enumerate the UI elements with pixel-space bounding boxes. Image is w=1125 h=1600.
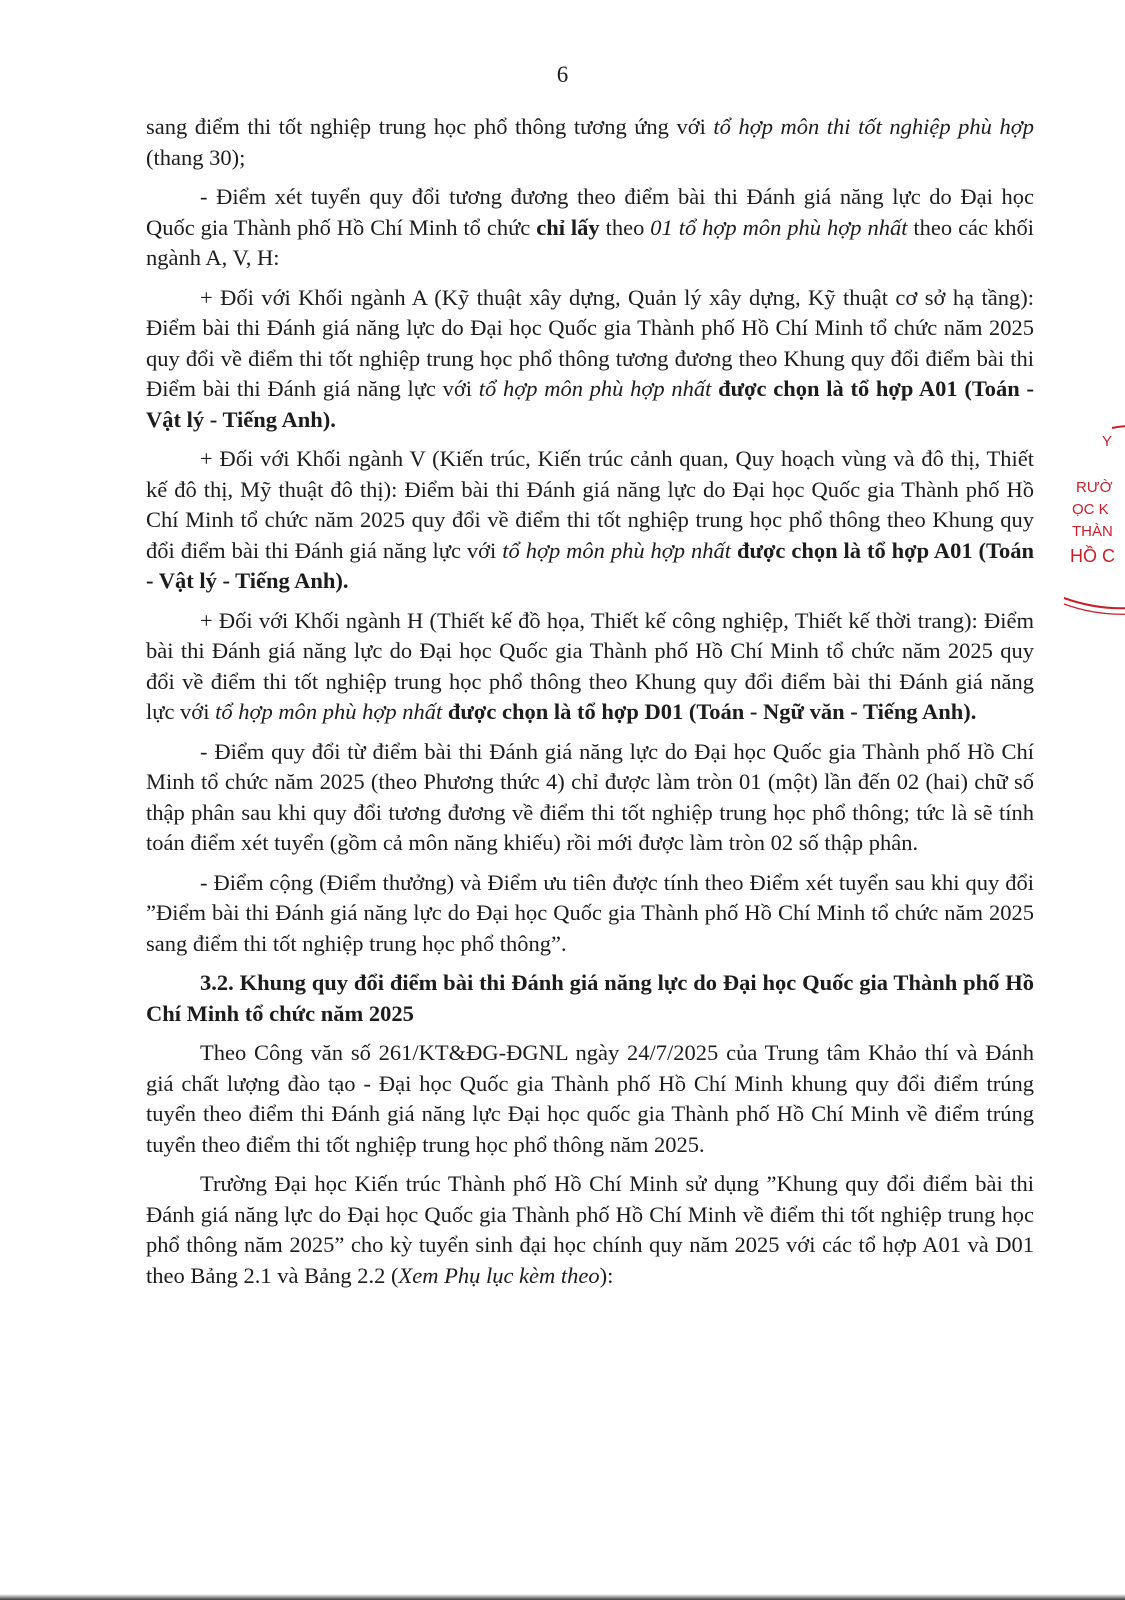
- seal-text-line: HỒ C: [1070, 546, 1115, 566]
- text-run: + Đối với Khối ngành V (Kiến trúc, Kiến trúc cảnh quan, Quy hoạch vùng và đô thị, Thiết kế đô thị, Mỹ thuật đô thị): Điểm bài thi Đánh giá năng lực do Đại học Quốc gia Thành phố Hồ Chí Minh tổ chức năm 2025 quy đổi về điểm thi tốt nghiệp trung học phổ thông theo Khung quy đổi điểm bài thi Đánh giá năng lực với: [146, 446, 1034, 563]
- scan-bottom-edge: [0, 1594, 1125, 1600]
- text-run: theo các khối ngành A, V, H:: [146, 214, 1034, 270]
- paragraph-group-v: [146, 444, 1034, 597]
- text-run: + Đối với Khối ngành A (Kỹ thuật xây dựng, Quản lý xây dựng, Kỹ thuật cơ sở hạ tầng): Điểm bài thi Đánh giá năng lực do Đại học Quốc gia Thành phố Hồ Chí Minh tổ chức năm 2025 quy đổi về điểm thi tốt nghiệp trung học phổ thông tương đương theo Khung quy đổi điểm bài thi Điểm bài thi Đánh giá năng lực với: [146, 284, 1034, 401]
- paragraph-official-letter: Theo Công văn số 261/KT&ĐG-ĐGNL ngày 24/7/2025 của Trung tâm Khảo thí và Đánh giá chất lượng đào tạo - Đại học Quốc gia Thành phố Hồ Chí Minh khung quy đổi điểm trúng tuyển theo điểm thi Đánh giá năng lực Đại học quốc gia Thành phố Hồ Chí Minh về điểm trúng tuyển theo điểm thi tốt nghiệp trung học phổ thông năm 2025.: [146, 1040, 1034, 1157]
- paragraph-continuation: [146, 112, 1034, 173]
- paragraph-group-a: [146, 283, 1034, 436]
- text-run: sang điểm thi tốt nghiệp trung học phổ thông tương ứng với: [146, 114, 714, 139]
- document-body: [146, 112, 1034, 1300]
- italic-run: 01 tổ hợp môn phù hợp nhất: [650, 214, 908, 240]
- bold-run: được chọn là tổ hợp A01 (Toán - Vật lý - Tiếng Anh).: [146, 376, 1034, 432]
- seal-text-line: ỌC K: [1072, 501, 1109, 518]
- paragraph-rounding-rule: - Điểm quy đổi từ điểm bài thi Đánh giá năng lực do Đại học Quốc gia Thành phố Hồ Chí Minh tổ chức năm 2025 (theo Phương thức 4) chỉ được làm tròn 01 (một) lần đến 02 (hai) chữ số thập phân sau khi quy đổi tương đương về điểm thi tốt nghiệp trung học phổ thông; tức là sẽ tính toán điểm xét tuyển (gồm cả môn năng khiếu) rồi mới được làm tròn 02 số thập phân.: [146, 738, 1034, 855]
- bold-run: được chọn là tổ hợp A01 (Toán - Vật lý - Tiếng Anh).: [146, 537, 1034, 593]
- italic-run: tổ hợp môn phù hợp nhất: [502, 537, 731, 563]
- italic-run: tổ hợp môn phù hợp nhất: [478, 376, 712, 401]
- bold-run: chỉ lấy: [536, 214, 600, 240]
- seal-graphic: [1062, 420, 1125, 620]
- page-number: 6: [556, 62, 569, 87]
- text-run: theo: [599, 214, 651, 240]
- italic-run: tổ hợp môn phù hợp nhất: [215, 699, 443, 724]
- seal-text-line: RƯỜ: [1076, 479, 1113, 496]
- bold-run: được chọn là tổ hợp D01 (Toán - Ngữ văn - Tiếng Anh).: [447, 699, 977, 724]
- red-seal-stamp: [1062, 420, 1125, 620]
- text-run: ):: [599, 1262, 614, 1288]
- paragraph-group-h: [146, 606, 1034, 728]
- text-run: + Đối với Khối ngành H (Thiết kế đồ họa, Thiết kế công nghiệp, Thiết kế thời trang): Điểm bài thi Đánh giá năng lực do Đại học Quốc gia Thành phố Hồ Chí Minh tổ chức năm 2025 quy đổi về điểm thi tốt nghiệp trung học phổ thông theo Khung quy đổi điểm bài thi Đánh giá năng lực với: [146, 607, 1034, 724]
- paragraph-bonus-points: - Điểm cộng (Điểm thưởng) và Điểm ưu tiên được tính theo Điểm xét tuyển sau khi quy đổi ”Điểm bài thi Đánh giá năng lực do Đại học Quốc gia Thành phố Hồ Chí Minh tổ chức năm 2025 sang điểm thi tốt nghiệp trung học phổ thông”.: [146, 869, 1034, 956]
- seal-text-line: Y: [1102, 433, 1113, 450]
- text-run: Trường Đại học Kiến trúc Thành phố Hồ Chí Minh sử dụng ”Khung quy đổi điểm bài thi Đánh giá năng lực do Đại học Quốc gia Thành phố Hồ Chí Minh về điểm thi tốt nghiệp trung học phổ thông năm 2025” cho kỳ tuyển sinh đại học chính quy năm 2025 với các tổ hợp A01 và D01 theo Bảng 2.1 và Bảng 2.2 (: [146, 1171, 1034, 1288]
- text-run: - Điểm xét tuyển quy đổi tương đương theo điểm bài thi Đánh giá năng lực do Đại học Quốc gia Thành phố Hồ Chí Minh tổ chức: [146, 184, 1034, 240]
- italic-run: Xem Phụ lục kèm theo: [398, 1262, 600, 1288]
- paragraph-usage-statement: [146, 1169, 1034, 1291]
- italic-run: tổ hợp môn thi tốt nghiệp phù hợp: [713, 114, 1034, 139]
- text-run: (thang 30);: [146, 144, 246, 170]
- seal-text-line: THÀN: [1072, 523, 1113, 540]
- section-heading-3-2: 3.2. Khung quy đổi điểm bài thi Đánh giá năng lực do Đại học Quốc gia Thành phố Hồ Chí Minh tổ chức năm 2025: [146, 970, 1034, 1026]
- paragraph-conversion-rule: [146, 182, 1034, 274]
